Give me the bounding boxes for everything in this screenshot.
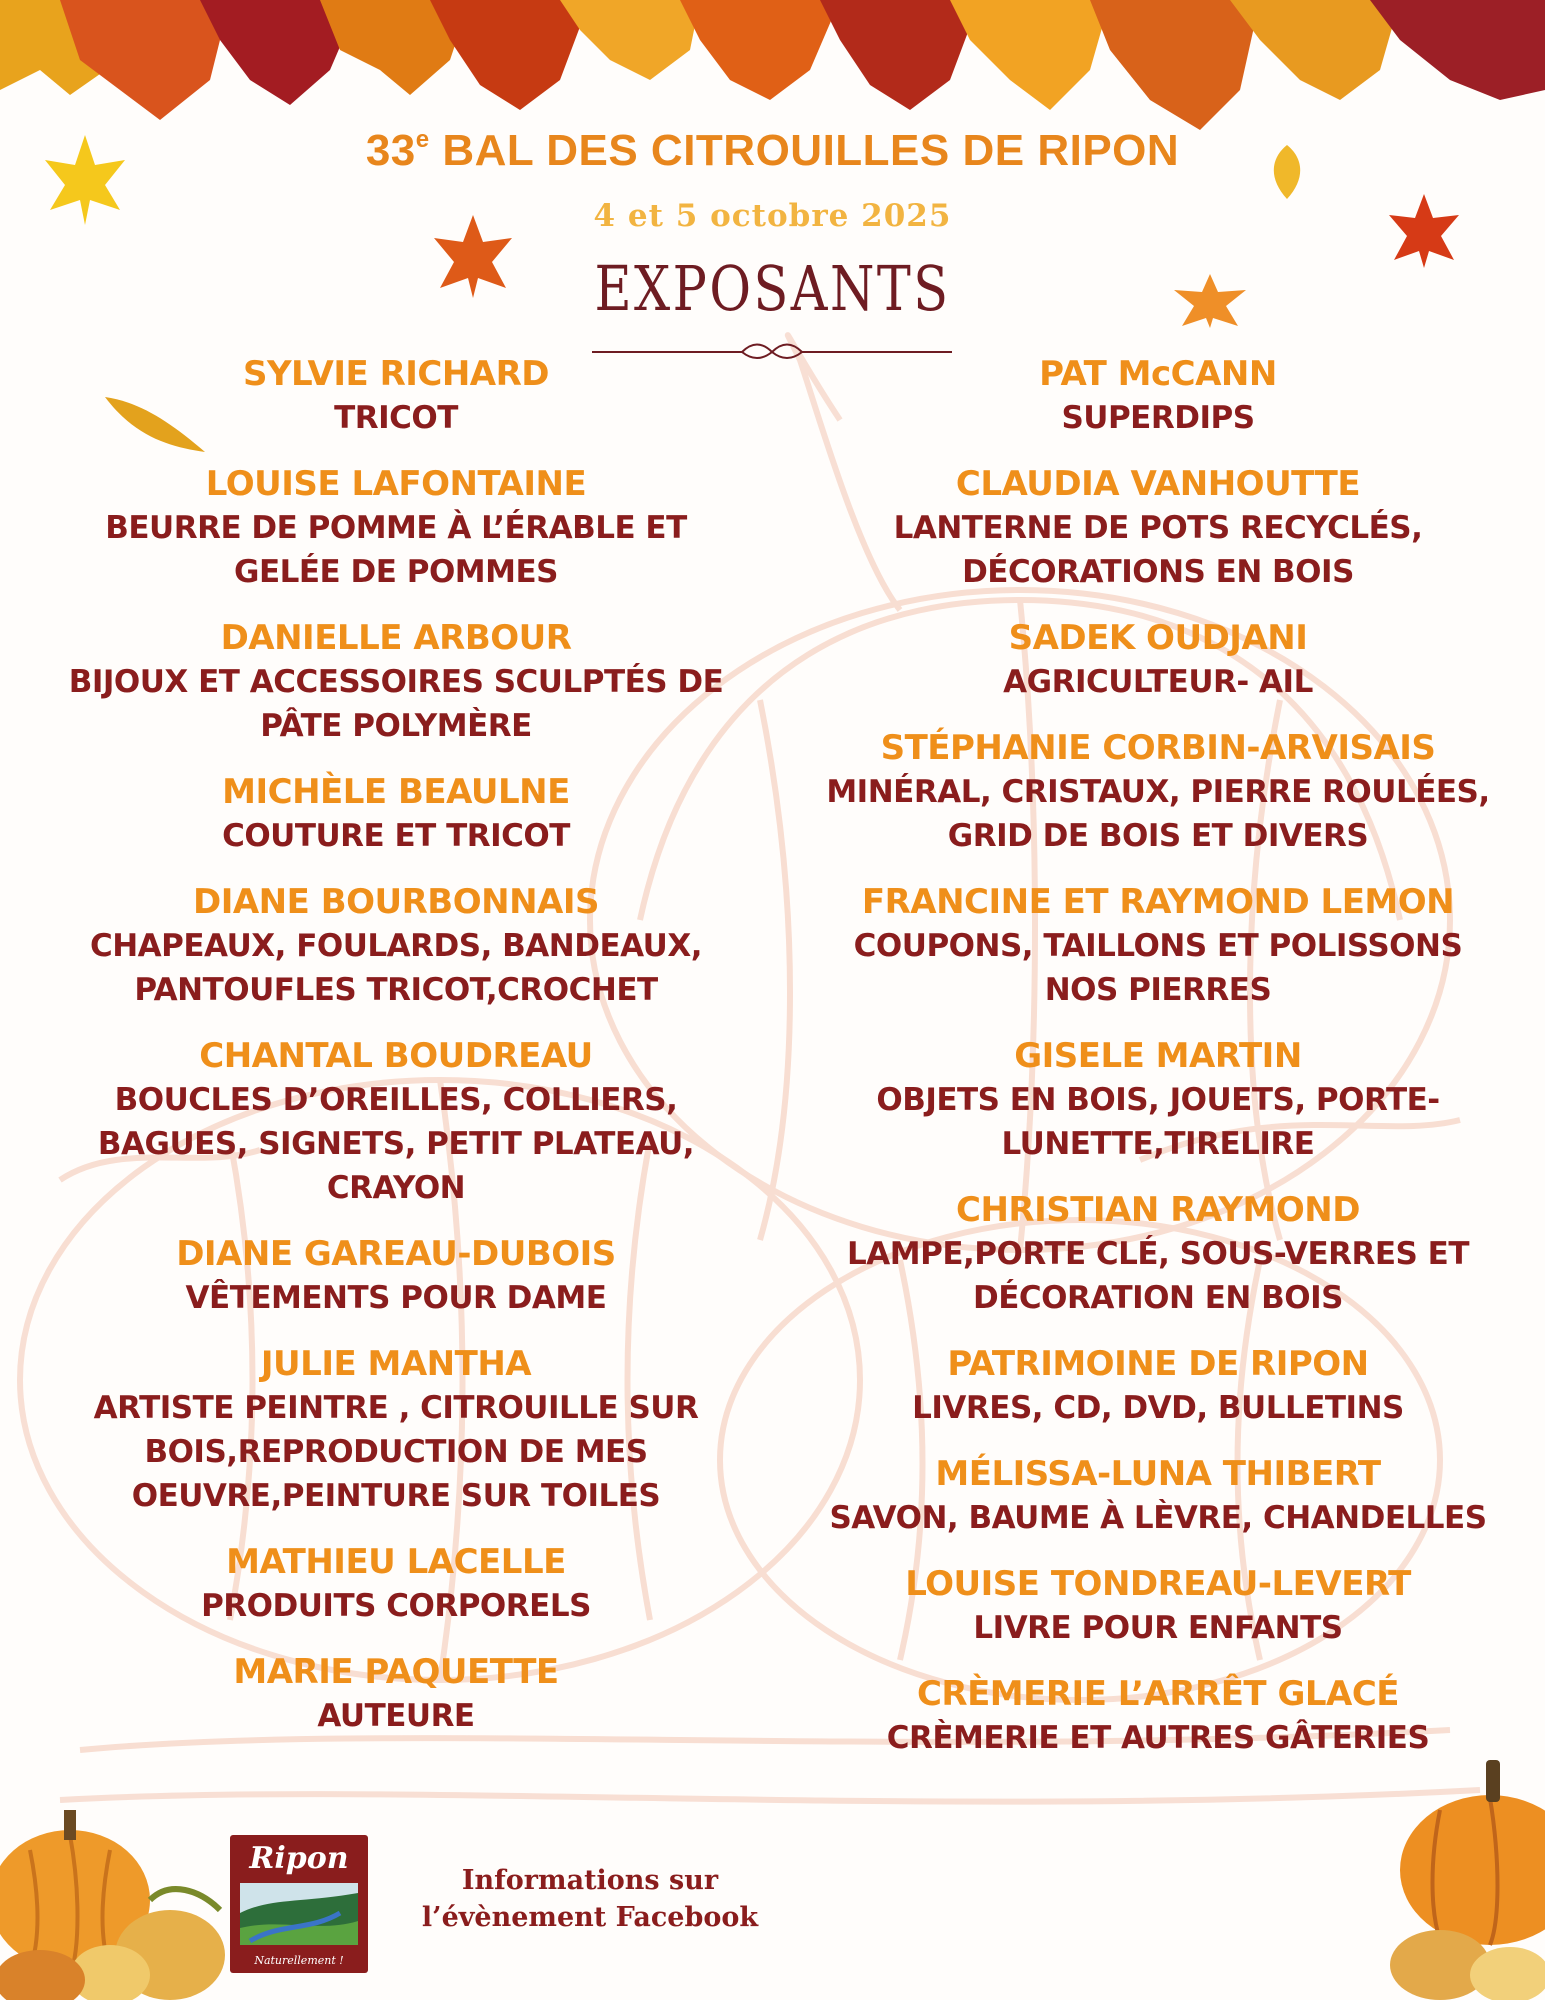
exhibitor-entry	[36, 770, 756, 858]
exhibitor-name: MATHIEU LACELLE	[226, 1542, 566, 1582]
exhibitor-product: NOS PIERRES	[1044, 972, 1272, 1008]
exhibitor-entry	[36, 1034, 756, 1210]
exhibitor-name: STÉPHANIE CORBIN-ARVISAIS	[880, 728, 1436, 768]
exhibitor-entry	[798, 880, 1518, 1012]
exhibitor-product: BEURRE DE POMME À L’ÉRABLE ET	[105, 510, 687, 546]
exhibitor-product: PRODUITS CORPORELS	[201, 1588, 591, 1624]
exhibitor-name: SADEK OUDJANI	[1008, 618, 1308, 658]
landscape-icon	[240, 1883, 358, 1945]
exhibitor-product: LIVRES, CD, DVD, BULLETINS	[912, 1390, 1404, 1426]
facebook-info-link[interactable]	[400, 1862, 780, 1936]
exhibitor-name: MICHÈLE BEAULNE	[222, 772, 570, 812]
event-title: 33e BAL DES CITROUILLES DE RIPON	[365, 126, 1180, 175]
exhibitor-entry	[36, 1232, 756, 1320]
exhibitor-entry	[798, 1034, 1518, 1166]
exhibitor-entry	[798, 1188, 1518, 1320]
exhibitor-product: BIJOUX ET ACCESSOIRES SCULPTÉS DE	[68, 664, 724, 700]
exhibitor-name: FRANCINE ET RAYMOND LEMON	[861, 882, 1455, 922]
exhibitor-name: MÉLISSA-LUNA THIBERT	[935, 1454, 1381, 1494]
exhibitor-product: TRICOT	[334, 400, 458, 436]
exhibitor-product: CHAPEAUX, FOULARDS, BANDEAUX,	[89, 928, 703, 964]
exhibitor-entry	[798, 1342, 1518, 1430]
exhibitor-entry	[36, 1540, 756, 1628]
exhibitor-product: PÂTE POLYMÈRE	[260, 708, 532, 744]
exhibitor-entry	[36, 462, 756, 594]
exhibitor-product: SUPERDIPS	[1061, 400, 1255, 436]
exhibitor-product: LANTERNE DE POTS RECYCLÉS,	[893, 510, 1423, 546]
exhibitor-product: MINÉRAL, CRISTAUX, PIERRE ROULÉES,	[826, 774, 1490, 810]
exhibitor-entry	[798, 352, 1518, 440]
logo-tagline: Naturellement !	[254, 1954, 344, 1967]
exhibitor-name: CHANTAL BOUDREAU	[199, 1036, 593, 1076]
exhibitor-name: MARIE PAQUETTE	[233, 1652, 559, 1692]
exhibitor-entry	[798, 616, 1518, 704]
exhibitor-name: JULIE MANTHA	[260, 1344, 532, 1384]
exhibitor-entry	[36, 1650, 756, 1738]
exhibitor-entry	[798, 726, 1518, 858]
exhibitor-product: SAVON, BAUME À LÈVRE, CHANDELLES	[829, 1500, 1487, 1536]
exhibitor-entry	[798, 1452, 1518, 1540]
exhibitor-entry	[798, 462, 1518, 594]
exhibitor-entry	[798, 1672, 1518, 1760]
exhibitor-product: BAGUES, SIGNETS, PETIT PLATEAU,	[97, 1126, 695, 1162]
exhibitor-entry	[36, 1342, 756, 1518]
exhibitor-product: BOIS,REPRODUCTION DE MES	[144, 1434, 648, 1470]
ripon-logo	[230, 1835, 368, 1973]
exhibitor-entry	[36, 352, 756, 440]
exhibitor-product: COUPONS, TAILLONS ET POLISSONS	[853, 928, 1463, 964]
pumpkin-icon	[0, 1780, 240, 2000]
exhibitor-product: LUNETTE,TIRELIRE	[1001, 1126, 1315, 1162]
exhibitor-product: GRID DE BOIS ET DIVERS	[947, 818, 1369, 854]
exhibitor-product: AUTEURE	[317, 1698, 475, 1734]
exhibitor-product: DÉCORATIONS EN BOIS	[962, 554, 1354, 590]
exhibitors-left-column	[36, 352, 756, 1760]
event-date: 4 et 5 octobre 2025	[593, 198, 952, 234]
exhibitor-entry	[798, 1562, 1518, 1650]
exhibitor-product: AGRICULTEUR- AIL	[1003, 664, 1313, 700]
exhibitor-name: GISELE MARTIN	[1014, 1036, 1302, 1076]
exhibitor-product: COUTURE ET TRICOT	[222, 818, 570, 854]
exhibitor-product: LAMPE,PORTE CLÉ, SOUS-VERRES ET	[847, 1236, 1469, 1272]
exhibitor-name: SYLVIE RICHARD	[242, 354, 550, 394]
exhibitor-entry	[36, 616, 756, 748]
exhibitor-name: PATRIMOINE DE RIPON	[947, 1344, 1369, 1384]
exhibitor-product: GELÉE DE POMMES	[234, 554, 558, 590]
logo-text: Ripon	[249, 1841, 349, 1876]
exhibitor-entry	[36, 880, 756, 1012]
facebook-info-line: l’évènement Facebook	[421, 1902, 759, 1933]
page-heading: EXPOSANTS	[594, 252, 951, 325]
exhibitor-product: ARTISTE PEINTRE , CITROUILLE SUR	[93, 1390, 699, 1426]
exhibitor-product: OEUVRE,PEINTURE SUR TOILES	[131, 1478, 661, 1514]
exhibitor-name: LOUISE LAFONTAINE	[205, 464, 587, 504]
exhibitor-name: DANIELLE ARBOUR	[220, 618, 572, 658]
exhibitor-name: PAT McCANN	[1039, 354, 1277, 394]
exhibitor-name: CRÈMERIE L’ARRÊT GLACÉ	[916, 1674, 1400, 1714]
exhibitor-product: CRÈMERIE ET AUTRES GÂTERIES	[886, 1720, 1430, 1756]
exhibitor-product: CRAYON	[326, 1170, 466, 1206]
exhibitor-product: LIVRE POUR ENFANTS	[973, 1610, 1343, 1646]
exhibitor-name: DIANE GAREAU-DUBOIS	[176, 1234, 616, 1274]
exhibitor-name: CLAUDIA VANHOUTTE	[955, 464, 1361, 504]
pumpkin-icon	[1380, 1750, 1545, 2000]
exhibitor-product: BOUCLES D’OREILLES, COLLIERS,	[114, 1082, 678, 1118]
exhibitor-product: PANTOUFLES TRICOT,CROCHET	[134, 972, 658, 1008]
exhibitors-right-column	[798, 352, 1518, 1782]
facebook-info-line: Informations sur	[461, 1865, 719, 1896]
exhibitor-product: DÉCORATION EN BOIS	[973, 1280, 1343, 1316]
exhibitor-product: VÊTEMENTS POUR DAME	[185, 1280, 607, 1316]
exhibitor-product: OBJETS EN BOIS, JOUETS, PORTE-	[876, 1082, 1440, 1118]
exhibitor-name: DIANE BOURBONNAIS	[193, 882, 599, 922]
exhibitor-name: LOUISE TONDREAU-LEVERT	[905, 1564, 1411, 1604]
exhibitor-name: CHRISTIAN RAYMOND	[956, 1190, 1360, 1230]
